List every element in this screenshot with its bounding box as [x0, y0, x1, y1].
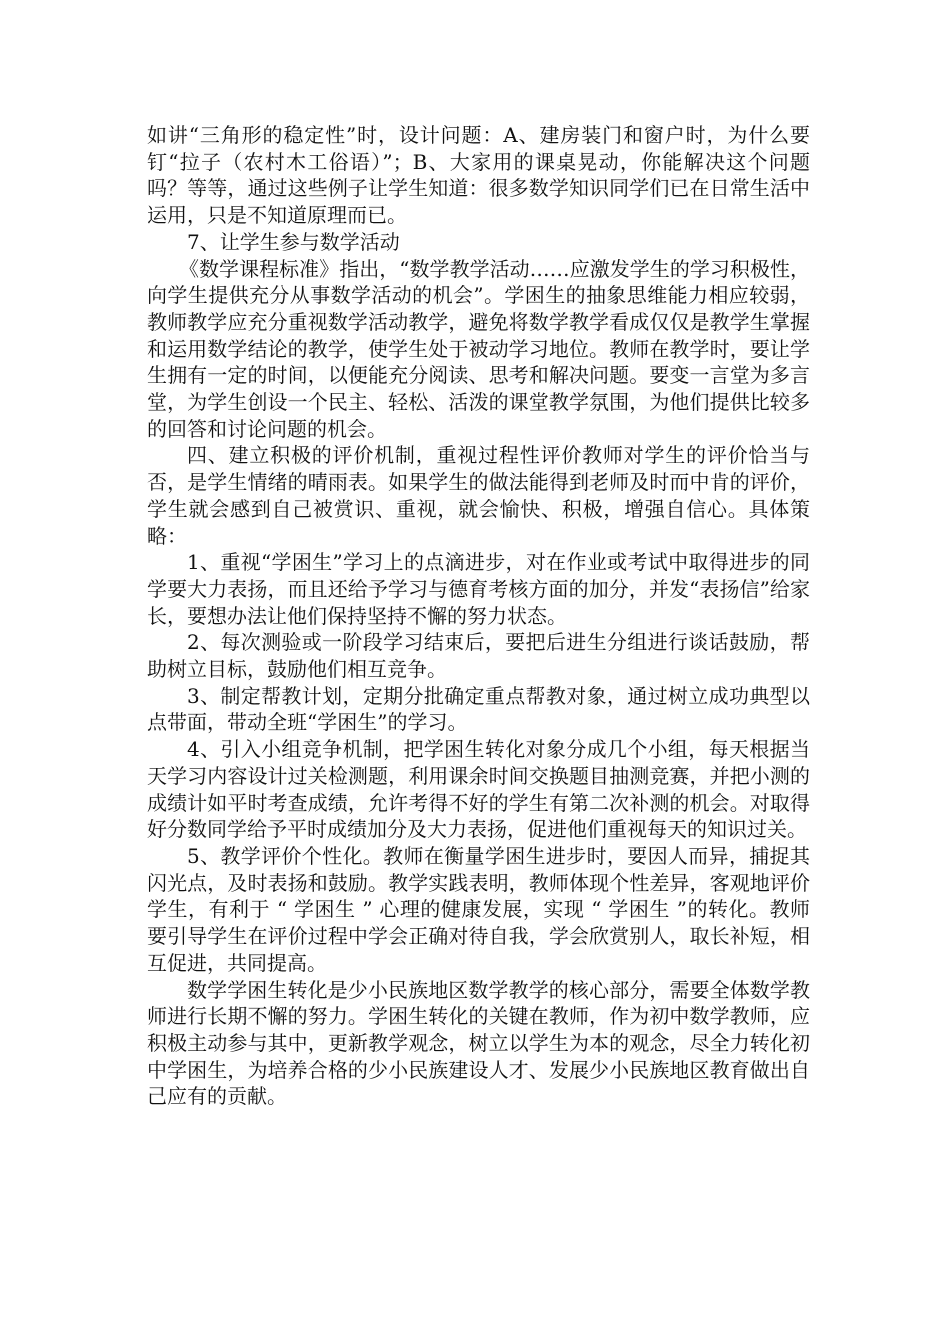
paragraph-strategy-2: 2、每次测验或一阶段学习结束后，要把后进生分组进行谈话鼓励，帮助树立目标，鼓励他们相互竞争。 — [147, 630, 810, 682]
paragraph-curriculum-standard: 《数学课程标准》指出，“数学教学活动……应激发学生的学习积极性，向学生提供充分从事数学活动的机会”。学困生的抽象思维能力相应较弱，教师教学应充分重视数学活动教学，避免将数学教学看成仅仅是教学生掌握和运用数学结论的教学，使学生处于被动学习地位。教师在教学时，要让学生拥有一定的时间，以便能充分阅读、思考和解决问题。要变一言堂为多言堂，为学生创设一个民主、轻松、活泼的课堂教学氛围，为他们提供比较多的回答和讨论问题的机会。 — [147, 256, 810, 441]
paragraph-strategy-5: 5、教学评价个性化。教师在衡量学困生进步时，要因人而异，捕捉其闪光点，及时表扬和鼓励。教学实践表明，教师体现个性差异，客观地评价学生，有利于 “ 学困生 ” 心理的健康发展，实现 “ 学困生 ”的转化。教师要引导学生在评价过程中学会正确对待自我，学会欣赏别人，取长补短，相互促进，共同提高。 — [147, 843, 810, 975]
paragraph-strategy-1: 1、重视“学困生”学习上的点滴进步，对在作业或考试中取得进步的同学要大力表扬，而且还给予学习与德育考核方面的加分，并发“表扬信”给家长，要想办法让他们保持坚持不懈的努力状态。 — [147, 550, 810, 628]
paragraph-conclusion: 数学学困生转化是少小民族地区数学教学的核心部分，需要全体数学教师进行长期不懈的努力。学困生转化的关键在教师，作为初中数学教师，应积极主动参与其中，更新教学观念，树立以学生为本的观念，尽全力转化初中学困生，为培养合格的少小民族建设人才、发展少小民族地区教育做出自己应有的贡献。 — [147, 977, 810, 1109]
paragraph-strategy-4: 4、引入小组竞争机制，把学困生转化对象分成几个小组，每天根据当天学习内容设计过关检测题，利用课余时间交换题目抽测竞赛，并把小测的成绩计如平时考查成绩，允许考得不好的学生有第二次补测的机会。对取得好分数同学给予平时成绩加分及大力表扬，促进他们重视每天的知识过关。 — [147, 737, 810, 842]
paragraph-strategy-3: 3、制定帮教计划，定期分批确定重点帮教对象，通过树立成功典型以点带面，带动全班“学困生”的学习。 — [147, 683, 810, 735]
document-body — [147, 122, 810, 1110]
paragraph-evaluation-mechanism: 四、建立积极的评价机制，重视过程性评价教师对学生的评价恰当与否，是学生情绪的晴雨表。如果学生的做法能得到老师及时而中肯的评价，学生就会感到自己被赏识、重视，就会愉快、积极，增强自信心。具体策略： — [147, 443, 810, 548]
paragraph-triangle-example: 如讲“三角形的稳定性”时，设计问题：A、建房装门和窗户时，为什么要钉“拉子（农村木工俗语）”；B、大家用的课桌晃动，你能解决这个问题吗？等等，通过这些例子让学生知道：很多数学知识同学们已在日常生活中运用，只是不知道原理而已。 — [147, 123, 810, 228]
heading-student-activities: 7、让学生参与数学活动 — [187, 229, 400, 254]
